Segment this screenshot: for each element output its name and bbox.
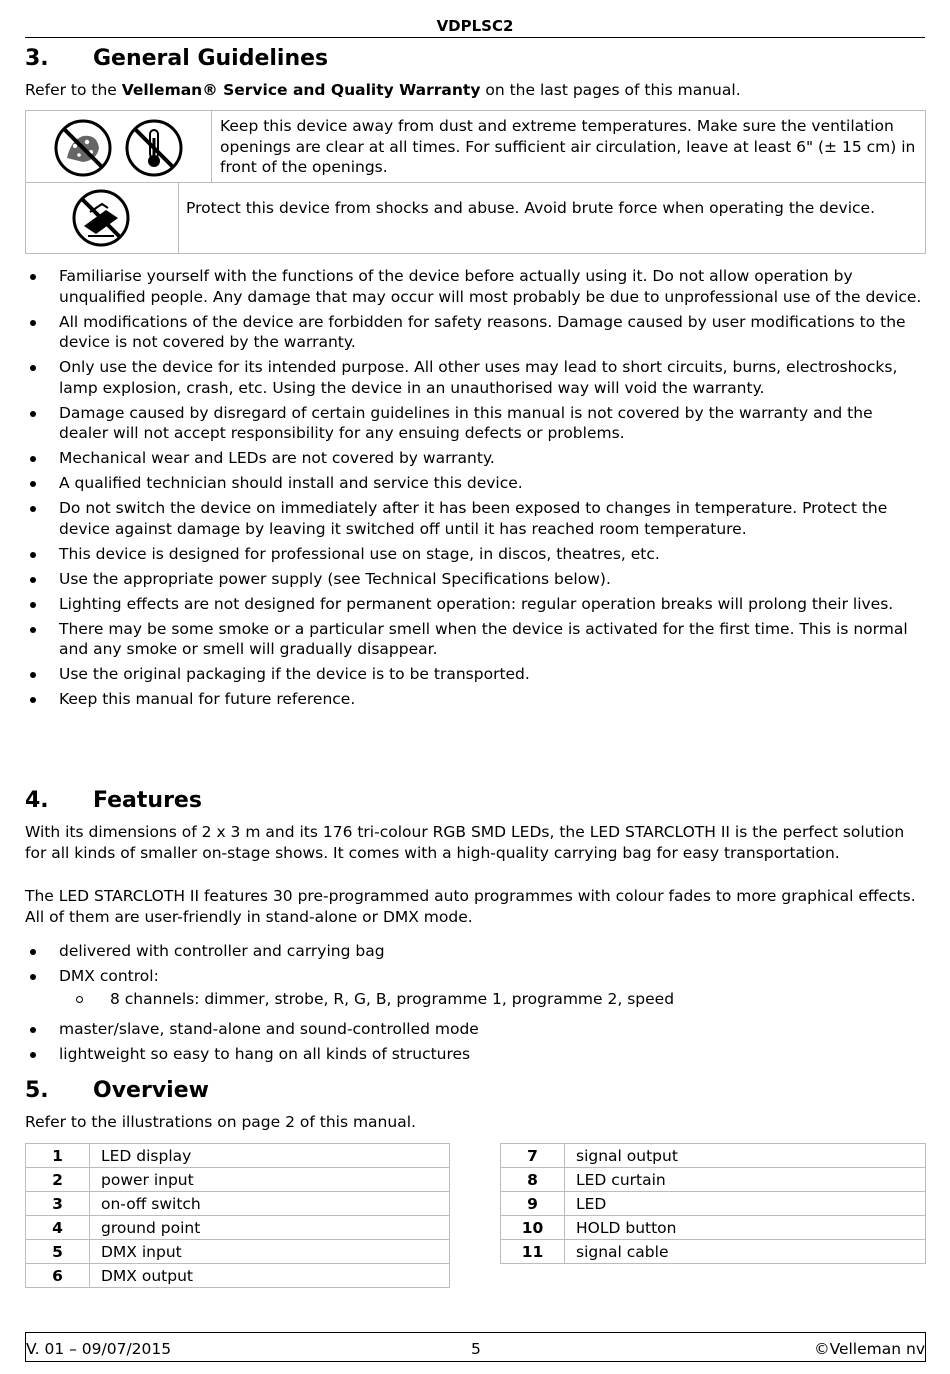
table-row: 2 power input <box>26 1168 450 1192</box>
list-item: A qualified technician should install and service this device. <box>25 473 925 494</box>
no-temperature-icon <box>124 118 184 178</box>
list-item: Use the appropriate power supply (see Technical Specifications below). <box>25 569 925 590</box>
page-number: 5 <box>471 1340 481 1358</box>
list-item: Lighting effects are not designed for permanent operation: regular operation breaks will prolong their lives. <box>25 594 925 615</box>
overview-table-left <box>25 1143 450 1288</box>
list-item: master/slave, stand-alone and sound-controlled mode <box>25 1019 925 1040</box>
copyright: ©Velleman nv <box>814 1340 925 1358</box>
warning-icons-cell <box>26 111 212 183</box>
section-3-intro: Refer to the Velleman® Service and Quality Warranty on the last pages of this manual. <box>25 81 741 99</box>
warning-row-dust <box>26 111 925 183</box>
overview-table-right <box>500 1143 926 1264</box>
list-item: All modifications of the device are forbidden for safety reasons. Damage caused by user modifications to the device is not covered by the warranty. <box>25 312 925 353</box>
version-date: V. 01 – 09/07/2015 <box>26 1340 172 1358</box>
overview-intro: Refer to the illustrations on page 2 of this manual. <box>25 1113 416 1131</box>
list-item: Damage caused by disregard of certain guidelines in this manual is not covered by the warranty and the dealer will not accept responsibility for any ensuing defects or problems. <box>25 403 925 444</box>
list-item: DMX control: <box>25 966 925 987</box>
table-row: 3 on-off switch <box>26 1192 450 1216</box>
no-shock-icon <box>70 188 132 248</box>
list-item: This device is designed for professional use on stage, in discos, theatres, etc. <box>25 544 925 565</box>
list-item: Familiarise yourself with the functions of the device before actually using it. Do not allow operation by unqualified people. Any damage that may occur will most probably be due to unprofessional use of the device. <box>25 266 925 307</box>
warning-text-shock: Protect this device from shocks and abuse. Avoid brute force when operating the device. <box>186 199 876 217</box>
features-list <box>25 941 925 991</box>
list-item: delivered with controller and carrying bag <box>25 941 925 962</box>
features-paragraph-1: With its dimensions of 2 x 3 m and its 176 tri-colour RGB SMD LEDs, the LED STARCLOTH II is the perfect solution for all kinds of smaller on-stage shows. It comes with a high-quality carrying bag for easy transportation. <box>25 823 905 862</box>
table-row: 5 DMX input <box>26 1240 450 1264</box>
section-4-heading: 4. Features <box>25 788 202 813</box>
page-footer <box>25 1332 926 1362</box>
table-row: 4 ground point <box>26 1216 450 1240</box>
features-sub-item: 8 channels: dimmer, strobe, R, G, B, programme 1, programme 2, speed <box>76 989 674 1010</box>
warning-icon-cell <box>26 183 179 253</box>
list-item: Use the original packaging if the device is to be transported. <box>25 664 925 685</box>
table-row: 7 signal output <box>501 1144 926 1168</box>
table-row: 8 LED curtain <box>501 1168 926 1192</box>
page-header <box>25 14 925 38</box>
table-row: 11 signal cable <box>501 1240 926 1264</box>
guidelines-list <box>25 266 925 714</box>
table-row: 6 DMX output <box>26 1264 450 1288</box>
table-row: 10 HOLD button <box>501 1216 926 1240</box>
table-row: 9 LED <box>501 1192 926 1216</box>
model-title: VDPLSC2 <box>436 17 514 35</box>
features-list-continued <box>25 1019 925 1069</box>
warning-table <box>25 110 926 254</box>
warning-text-dust: Keep this device away from dust and extreme temperatures. Make sure the ventilation openings are clear at all times. For sufficient air circulation, leave at least 6" (± 15 cm) in front of the openings. <box>220 117 916 176</box>
section-3-heading: 3. General Guidelines <box>25 46 329 71</box>
warning-row-shock <box>26 183 925 253</box>
table-row: 1 LED display <box>26 1144 450 1168</box>
features-paragraph-2: The LED STARCLOTH II features 30 pre-programmed auto programmes with colour fades to more graphical effects. All of them are user-friendly in stand-alone or DMX mode. <box>25 887 916 926</box>
list-item: There may be some smoke or a particular smell when the device is activated for the first time. This is normal and any smoke or smell will gradually disappear. <box>25 619 925 660</box>
no-dust-icon <box>53 118 113 178</box>
list-item: Keep this manual for future reference. <box>25 689 925 710</box>
section-5-heading: 5. Overview <box>25 1078 209 1103</box>
list-item: Mechanical wear and LEDs are not covered by warranty. <box>25 448 925 469</box>
list-item: lightweight so easy to hang on all kinds of structures <box>25 1044 925 1065</box>
list-item: Do not switch the device on immediately after it has been exposed to changes in temperature. Protect the device against damage by leaving it switched off until it has reached room temperature. <box>25 498 925 539</box>
list-item: Only use the device for its intended purpose. All other uses may lead to short circuits, burns, electroshocks, lamp explosion, crash, etc. Using the device in an unauthorised way will void the warranty. <box>25 357 925 398</box>
